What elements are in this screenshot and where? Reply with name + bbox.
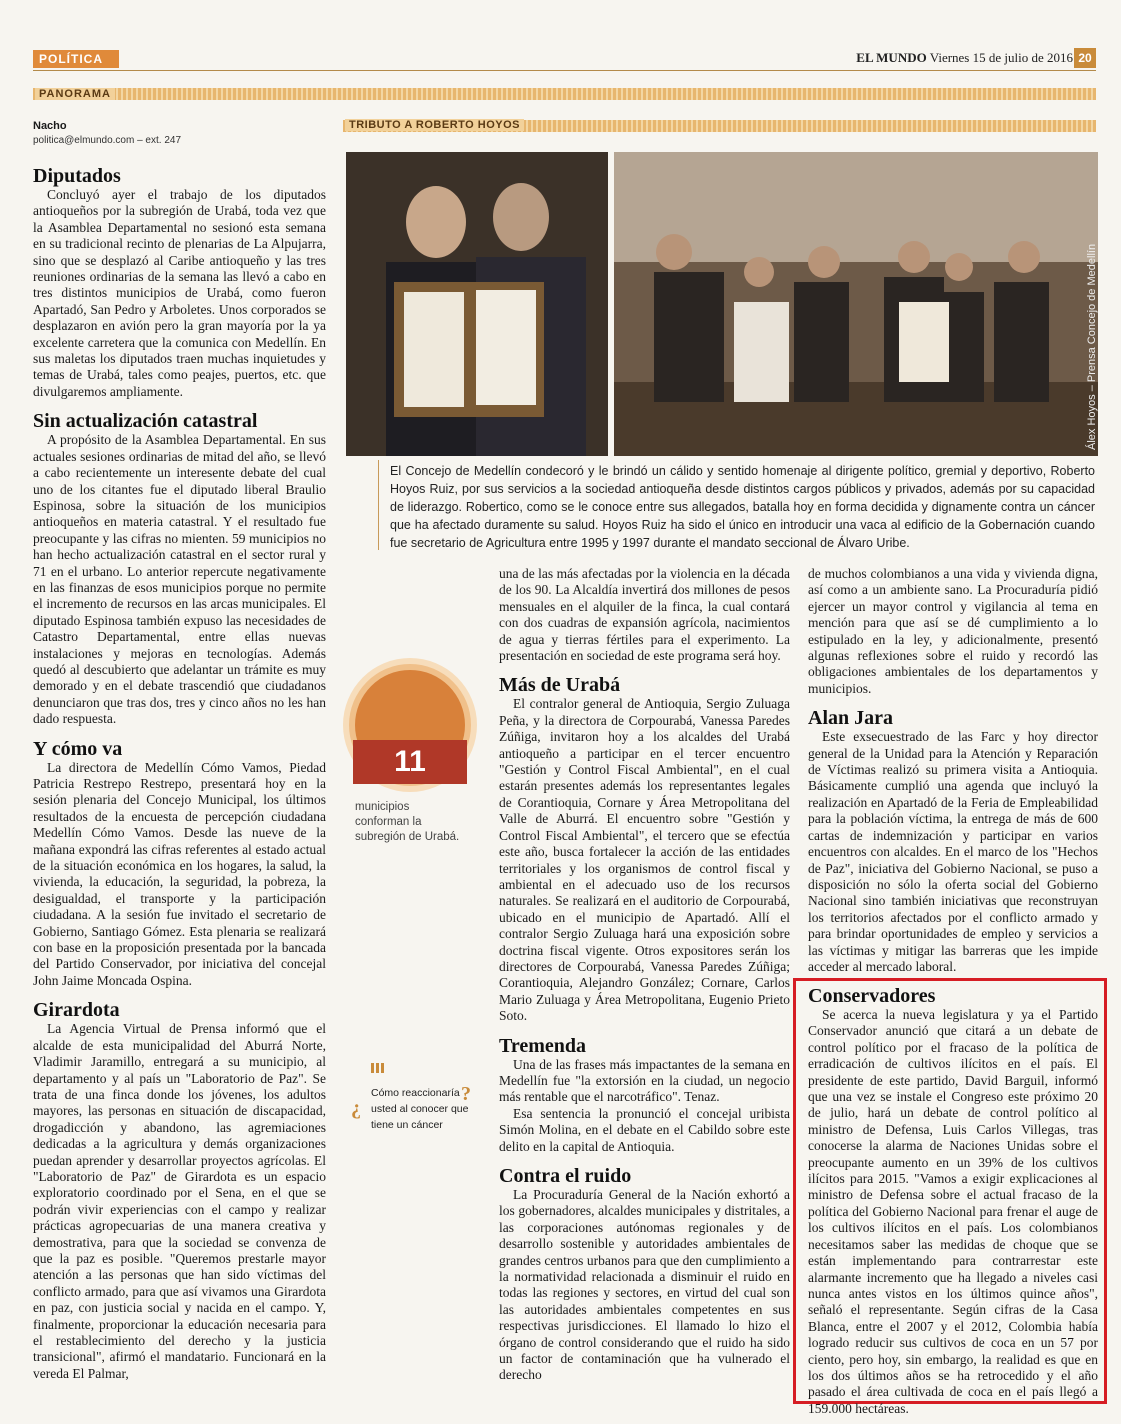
headline-catastral: Sin actualización catastral <box>33 410 258 433</box>
article-diputados <box>33 165 326 400</box>
photo-credit <box>1086 160 1098 450</box>
headline-girardota: Girardota <box>33 999 120 1022</box>
body-ruido-cont: de muchos colombianos a una vida y vivienda digna, así como a un ambiente sano. La Procuraduría pidió ejercer un mayor control y vigilancia al tema en mención para que así se dé cumplimiento a lo estipulado en la ley, y adicionalmente, presentó algunas reflexiones sobre el ruido y recordó las obligaciones ambientales de los departamentos y municipios. <box>808 566 1098 696</box>
tribute-label: TRIBUTO A ROBERTO HOYOS <box>345 119 524 131</box>
poll-question: Cómo reaccionaría usted al conocer que tiene un cáncer <box>371 1087 469 1131</box>
headline-diputados: Diputados <box>33 165 121 187</box>
poll-box <box>343 1057 483 1157</box>
body-tremenda-2: Esa sentencia la pronunció el concejal uribista Simón Molina, en el debate en el Cabildo sobre este delito en la capital de Antioquia. <box>499 1105 790 1154</box>
infobox-text: municipios conforman la subregión de Urabá. <box>355 801 460 843</box>
masthead <box>856 50 1073 66</box>
article-alan-jara <box>808 707 1098 975</box>
article-catastral <box>33 410 326 727</box>
article-ruido <box>499 1165 790 1384</box>
column-1 <box>33 165 326 1392</box>
headline-ruido: Contra el ruido <box>499 1165 632 1187</box>
body-ruido: La Procuraduría General de la Nación exhortó a los gobernadores, alcaldes municipales y distritales, a las corporaciones autónomas regionales y de desarrollo sostenible y autoridades ambientales de grandes centros urbanos para que den cumplimiento a la normatividad relacionada a disminuir el ruido en todas las regiones y sectores, en virtud del cual son las autoridades ambientales competentes en sus respectivas jurisdicciones. El llamado lo hizo el órgano de control considerando que el ruido ha sido un factor de contaminación que ha vulnerado el derecho <box>499 1187 790 1383</box>
masthead-name: EL MUNDO <box>856 50 927 65</box>
masthead-date: Viernes 15 de julio de 2016 <box>929 50 1073 65</box>
body-mas-uraba: El contralor general de Antioquia, Sergio Zuluaga Peña, y la directora de Corpourabá, Vanessa Paredes Zúñiga, invitaron hoy a los alcaldes del Urabá antioqueño a participar en el tercer encuentro "Gestión y Control Fiscal Ambiental", en el cual estarán presentes además los representantes legales de Corantioquia, Cornare y Área Metropolitana del Valle de Aburrá. El encuentro sobre "Gestión y Control Fiscal Ambiental", el tercero que se efectúa este año, busca fortalecer la acción de las entidades territoriales y los organismos de control fiscal y ambiental en el adecuado uso de los recursos naturales. Se realizará en el auditorio de Corpourabá, ubicado en el municipio de Apartadó. Allí el contralor Sergio Zuluaga hará una exposición sobre doctrina fiscal vigente. Otros expositores serán los directores de Corpourabá, Vanessa Paredes Zúñiga; Corantioquia, Alejandro González; Cornare, Carlos Mario Zuluaga y Área Metropolitana, Eugenio Prieto Soto. <box>499 696 790 1024</box>
photo-left-figures <box>346 152 608 456</box>
section-label: POLÍTICA <box>33 50 119 68</box>
byline-name: Nacho <box>33 120 67 132</box>
tribute-photo-right <box>614 152 1098 456</box>
infobox-number: 11 <box>394 745 426 778</box>
body-catastral: A propósito de la Asamblea Departamental. En sus actuales sesiones ordinarias de mitad del año, se llevó a cabo recientemente un interesente debate del cual uno de los citantes fue el diputado liberal Braulio Espinosa, sobre la situación de los municipios antioqueños en materia catastral. Y el resultado fue preocupante y las cifras no mienten. 59 municipios no han hecho actualización catastral en el sector rural y 71 en el urbano. Lo anterior repercute negativamente en las finanzas de esos municipios porque no permite el incremento de recursos en las arcas municipales. El diputado Espinosa también expuso las necesidades de Catastro Departamental, entre ellas nuevas instalaciones y mejoras en tecnologías. Además quedó al descubierto que adelantar un trámite es muy demorado y en el debate trascendió que ciudadanos denunciaron que tras dos, tres y cinco años no les han dado respuesta. <box>33 432 326 727</box>
panorama-strip <box>33 88 1096 100</box>
body-como-va: La directora de Medellín Cómo Vamos, Piedad Patricia Restrepo Restrepo, presentará hoy en la sesión plenaria del Concejo Municipal, los últimos resultados de la encuesta de percepción ciudadana Medellín Cómo Vamos. Desde las nueve de la mañana expondrá las cifras referentes al estado actual de la situación económica en los hogares, la salud, la vivienda, la educación, la seguridad, la pobreza, la desigualdad, el transporte y la participación ciudadana. A la sesión fue invitado el secretario de Gobierno, Santiago Gómez. Esta plenaria se realizará con base en la proposición presentada por la bancada del Partido Conservador, por iniciativa del concejal John Jaime Moncada Ospina. <box>33 759 326 988</box>
question-close-icon: ? <box>461 1083 471 1105</box>
body-diputados: Concluyó ayer el trabajo de los diputados antioqueños por la subregión de Urabá, toda vez que la Asamblea Departamental no sesionó esta semana en su tradicional recinto de plenarias de La Alpujarra, sino que se desplazó al Caribe antioqueño y las tres reuniones ordinarias de la semana las llevó a cabo en tres distintos municipios de Urabá, como fueron Apartadó, San Pedro y Arboletes. Unos corporados se desplazaron en avión pero la gran mayoría por la ya excelente carretera que la comunica con Medellín. En sus maletas los diputados traen muchas inquietudes y temas de Urabá, tales como peajes, puertos, etc. que divulgaremos ampliamente. <box>33 187 326 399</box>
byline-contact: politica@elmundo.com – ext. 247 <box>33 135 182 146</box>
infobox-municipios <box>343 650 473 860</box>
column-3 <box>499 566 790 1394</box>
headline-conservadores: Conservadores <box>808 985 936 1007</box>
question-open-icon: ¿ <box>351 1097 361 1119</box>
article-tremenda <box>499 1035 790 1155</box>
headline-tremenda: Tremenda <box>499 1034 587 1057</box>
article-mas-uraba <box>499 674 790 1024</box>
column-4 <box>808 566 1098 985</box>
caption-rule <box>378 460 379 550</box>
column-label: PANORAMA <box>35 88 115 100</box>
tribute-photo-left <box>346 152 608 456</box>
headline-como-va: Y cómo va <box>33 737 123 760</box>
photo-right-figures <box>614 152 1098 456</box>
body-conservadores: Se acerca la nueva legislatura y ya el Partido Conservador anunció que citará a un debate de control político por el fracaso de la política de erradicación de cultivos ilícitos en el país. El presidente de este partido, David Barguil, informó que una vez se instale el Congreso este próximo 20 de julio, hará un debate de control político al ministro de Defensa, Luis Carlos Villegas, tras conocerse la alarma de Naciones Unidas sobre el preocupante aumento en un 39% de los cultivos ilícitos para 2015. "Vamos a exigir explicaciones al ministro de Defensa sobre el actual fracaso de la política del Gobierno Nacional para frenar el auge de los cultivos ilícitos en el país. Los colombianos necesitamos saber las medidas de choque que se están implementando para contrarrestar este alarmante incremento que ha llegado a niveles casi nunca antes vistos en los últimos quince años", señaló el representante. Según cifras de la Casa Blanca, entre el 2007 y el 2012, Colombia había logrado reducir sus cultivos de coca en un 57 por ciento, pero hoy, sin embargo, la realidad es que en los dos últimos años se ha retrocedido y el año pasado el área cultivada de coca en el país llegó a 159.000 hectáreas. <box>808 1007 1098 1416</box>
article-conservadores <box>808 985 1098 1417</box>
photo-credit-text: Álex Hoyos – Prensa Concejo de Medellín <box>1086 243 1098 450</box>
body-girardota: La Agencia Virtual de Prensa informó que el alcalde de esta municipalidad del Aburrá Norte, Vladimir Jaramillo, entregará a su municipio, al departamento y al país un "Laboratorio de Paz". Se trata de una finca donde los jóvenes, los adultos mayores, las personas en situación de discapacidad, drogadicción y abandono, las agremiaciones dedicadas a la agricultura y demás organizaciones puedan aprender y desarrollar proyectos agrícolas. El "Laboratorio de Paz" de Girardota es un espacio exploratorio coordinado por el Sena, en el que se podrán vivir experiencias con el campo y realizar prácticas agropecuarias de una manera creativa y demostrativa, para que la sociedad se convenza de que la paz es posible. "Queremos prestarle mayor atención a las personas que han sido víctimas del conflicto armado, para que así vivamos una Girardota en paz, con justicia social y nacida en el campo. Y, finalmente, proporcionar la educación necesaria para el restablecimiento del derecho y la justicia transicional", afirmó el mandatario. Funcionará en la vereda El Palmar, <box>33 1021 326 1381</box>
poll-bars-icon <box>371 1063 385 1073</box>
headline-mas-uraba: Más de Urabá <box>499 674 621 697</box>
page-number: 20 <box>1074 48 1096 68</box>
headline-alan-jara: Alan Jara <box>808 707 893 730</box>
body-tremenda-1: Una de las frases más impactantes de la semana en Medellín fue "la extorsión en la ciudad, un negocio más rentable que el narcotráfico". Tenaz. <box>499 1056 790 1105</box>
body-girardota-cont: una de las más afectadas por la violencia en la década de los 90. La Alcaldía invertirá dos millones de pesos mensuales en el alquiler de la finca, la cual contará con dos cuadras de expansión agrícola, nacimientos de agua y tierras fértiles para el experimento. La presentación en sociedad de este programa será hoy. <box>499 566 790 664</box>
article-como-va <box>33 738 326 990</box>
article-girardota-cont <box>499 566 790 664</box>
header-rule <box>33 70 1096 71</box>
photo-caption: El Concejo de Medellín condecoró y le brindó un cálido y sentido homenaje al dirigente político, gremial y deportivo, Roberto Hoyos Ruiz, por sus servicios a la sociedad antioqueña desde distintos cargos públicos y privados, además por su capacidad de liderazgo. Robertico, como se le conoce entre sus allegados, batalla hoy en forma decidida y dignamente contra un cáncer que ha afectado duramente su salud. Hoyos Ruiz ha sido el único en introducir una vaca al edificio de la Gobernación cuando fue secretario de Agricultura entre 1995 y 1997 durante el mandato seccional de Álvaro Uribe. <box>390 464 1095 550</box>
body-alan-jara: Este exsecuestrado de las Farc y hoy director general de la Unidad para la Atención y Reparación de Víctimas realizó su primera visita a Antioquia. Básicamente cumplió una agenda que incluyó la realización en Apartadó de la Feria de Empleabilidad para la población víctima, la entrega de más de 600 cartas de indemnización y participar en varios encuentros con alcaldes. En el marco de los "Hechos de Paz", iniciativa del Gobierno Nacional, se puso a disposición no sólo la oferta social del Gobierno Nacional sino también iniciativas que reconstruyan los territorios afectados por el conflicto armado y para brindar oportunidades de empleo y servicios a las víctimas y mitigar las barreras que les impide acceder al mercado laboral. <box>808 729 1098 974</box>
article-girardota <box>33 999 326 1382</box>
article-ruido-cont <box>808 566 1098 697</box>
